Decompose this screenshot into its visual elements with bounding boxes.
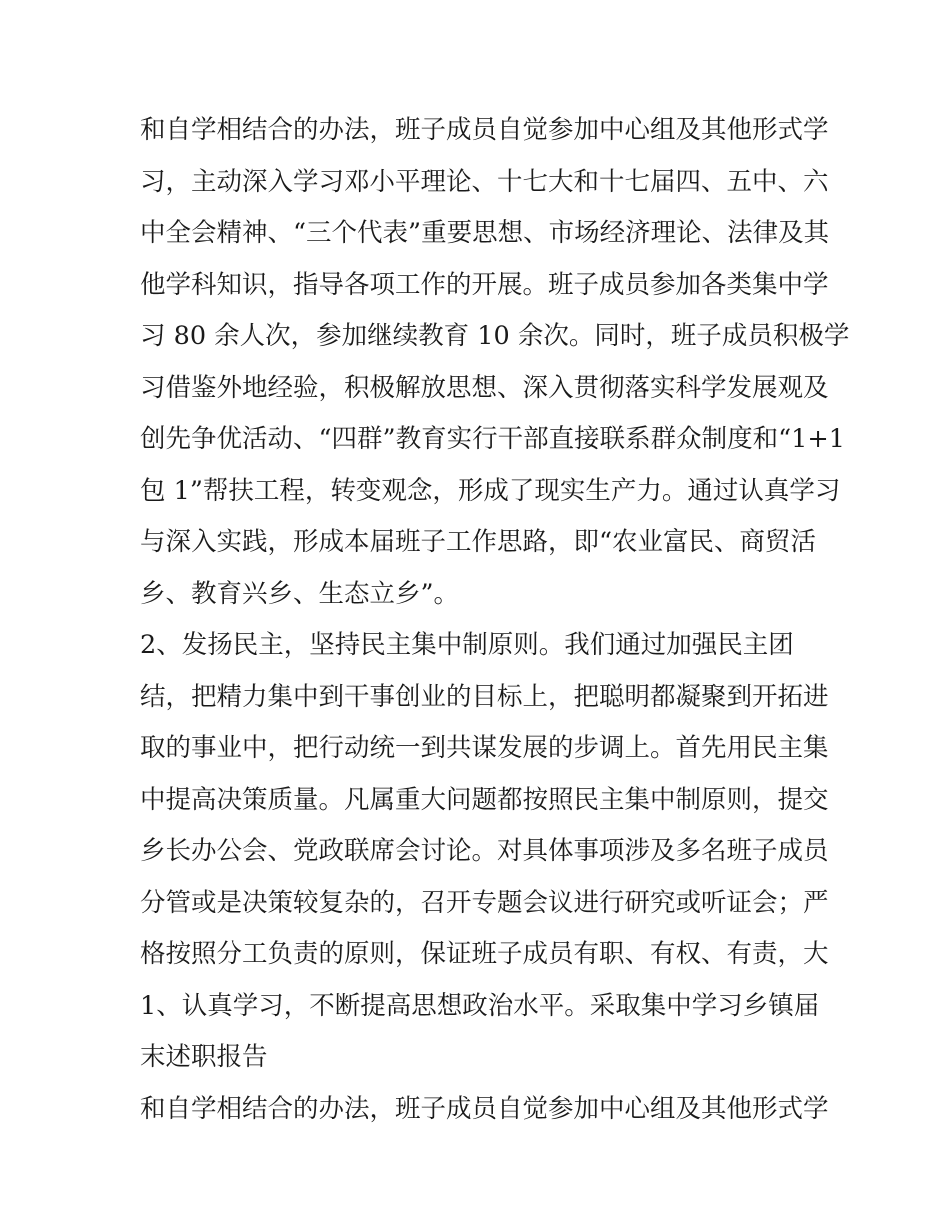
- text-line: 1、认真学习，不断提高思想政治水平。采取集中学习乡镇届: [140, 990, 820, 1021]
- text-line: 中提高决策质量。凡属重大问题都按照民主集中制原则，提交: [140, 784, 829, 815]
- text-line: 包 1”帮扶工程，转变观念，形成了现实生产力。通过认真学习: [140, 475, 841, 506]
- text-line: 和自学相结合的办法，班子成员自觉参加中心组及其他形式学: [140, 1093, 829, 1124]
- text-line: 取的事业中，把行动统一到共谋发展的步调上。首先用民主集: [140, 733, 829, 763]
- text-line: 中全会精神、“三个代表”重要思想、市场经济理论、法律及其: [140, 218, 830, 248]
- text-line: 习，主动深入学习邓小平理论、十七大和十七届四、五中、六: [140, 166, 829, 197]
- text-line: 末述职报告: [140, 1042, 268, 1072]
- document-body: [140, 108, 850, 1138]
- text-line: 他学科知识，指导各项工作的开展。班子成员参加各类集中学: [140, 269, 829, 300]
- text-line: 习借鉴外地经验，积极解放思想、深入贯彻落实科学发展观及: [140, 372, 829, 403]
- text-line: 创先争优活动、“四群”教育实行干部直接联系群众制度和“1+1: [140, 424, 845, 454]
- text-line: 和自学相结合的办法，班子成员自觉参加中心组及其他形式学: [140, 115, 829, 145]
- text-line: 乡长办公会、党政联席会讨论。对具体事项涉及多名班子成员: [140, 836, 829, 866]
- text-line: 2、发扬民主，坚持民主集中制原则。我们通过加强民主团: [140, 630, 794, 660]
- text-line: 格按照分工负责的原则，保证班子成员有职、有权、有责，大: [140, 939, 829, 969]
- text-line: 习 80 余人次，参加继续教育 10 余次。同时，班子成员积极学: [140, 321, 850, 351]
- text-line: 与深入实践，形成本届班子工作思路，即“农业富民、商贸活: [140, 527, 817, 557]
- text-line: 结，把精力集中到干事创业的目标上，把聪明都凝聚到开拓进: [140, 681, 829, 712]
- text-line: 分管或是决策较复杂的，召开专题会议进行研究或听证会；严: [140, 887, 829, 918]
- text-line: 乡、教育兴乡、生态立乡”。: [140, 578, 460, 609]
